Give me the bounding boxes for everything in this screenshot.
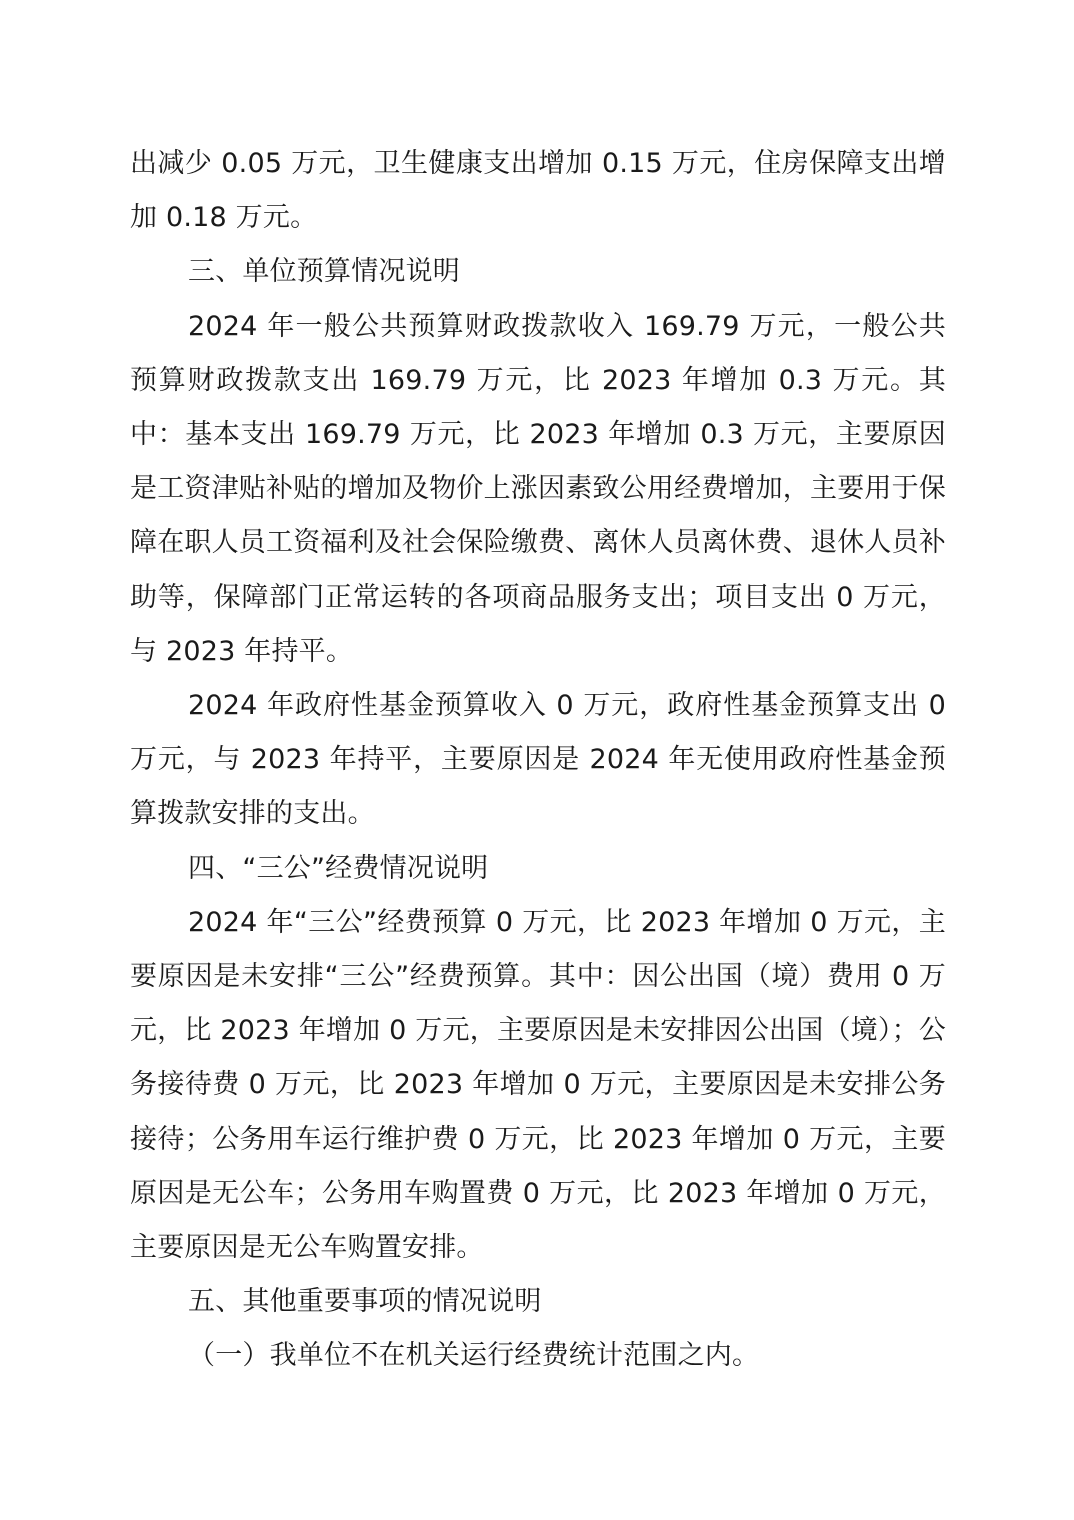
section-heading-4: 四、“三公”经费情况说明 <box>188 852 489 884</box>
section-heading-5: 五、其他重要事项的情况说明 <box>188 1286 542 1318</box>
paragraph-other-item-1: （一）我单位不在机关运行经费统计范围之内。 <box>188 1340 760 1372</box>
section-heading-3: 三、单位预算情况说明 <box>188 256 460 288</box>
paragraph-general-budget: 2024 年一般公共预算财政拨款收入 169.79 万元，一般公共预算财政拨款支出 169.79 万元，比 2023 年增加 0.3 万元。其中：基本支出 169.79 万元，比 2023 年增加 0.3 万元，主要原因是工资津贴补贴的增加及物价上涨因素致公用经费增加，主要用于保障在职人员工资福利及社会保险缴费、离休人员离休费、退休人员补助等，保障部门正常运转的各项商品服务支出；项目支出 0 万元，与 2023 年持平。 <box>130 310 946 667</box>
paragraph-three-public-expenses: 2024 年“三公”经费预算 0 万元，比 2023 年增加 0 万元，主要原因是未安排“三公”经费预算。其中：因公出国（境）费用 0 万元，比 2023 年增加 0 万元，主要原因是未安排因公出国（境）；公务接待费 0 万元，比 2023 年增加 0 万元，主要原因是未安排公务接待；公务用车运行维护费 0 万元，比 2023 年增加 0 万元，主要原因是无公车；公务用车购置费 0 万元，比 2023 年增加 0 万元，主要原因是无公车购置安排。 <box>130 906 946 1264</box>
paragraph-government-fund: 2024 年政府性基金预算收入 0 万元，政府性基金预算支出 0 万元，与 2023 年持平，主要原因是 2024 年无使用政府性基金预算拨款安排的支出。 <box>130 690 946 830</box>
document-body <box>130 137 946 1384</box>
paragraph-continuation: 出减少 0.05 万元，卫生健康支出增加 0.15 万元，住房保障支出增加 0.18 万元。 <box>130 148 946 234</box>
